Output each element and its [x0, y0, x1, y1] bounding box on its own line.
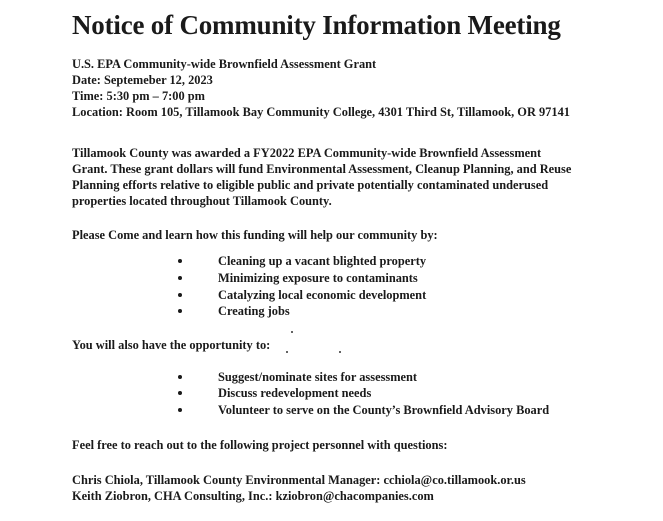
intro-line-3: Planning efforts relative to eligible public and private potentially contaminated underused — [72, 178, 549, 192]
list-item-text: Catalyzing local economic development — [218, 288, 427, 302]
contact-intro: Feel free to reach out to the following project personnel with questions: — [72, 438, 448, 452]
page-title: Notice of Community Information Meeting — [72, 10, 561, 40]
meeting-date: Date: Septemeber 12, 2023 — [72, 73, 213, 87]
intro-line-2: Grant. These grant dollars will fund Environmental Assessment, Cleanup Planning, and Reuse — [72, 162, 572, 176]
opportunity-intro: You will also have the opportunity to: — [72, 338, 271, 352]
bullet-icon — [178, 408, 182, 412]
list-item-text: Minimizing exposure to contaminants — [218, 271, 418, 285]
bullet-icon — [178, 391, 182, 395]
list-item-text: Discuss redevelopment needs — [218, 386, 372, 400]
list-item-text: Cleaning up a vacant blighted property — [218, 254, 427, 268]
meeting-time: Time: 5:30 pm – 7:00 pm — [72, 89, 205, 103]
scan-speck — [286, 351, 288, 353]
come-learn-text: Please Come and learn how this funding will help our community by: — [72, 228, 438, 242]
bullet-icon — [178, 259, 182, 263]
intro-line-4: properties located throughout Tillamook County. — [72, 194, 332, 208]
contact-ziobron: Keith Ziobron, CHA Consulting, Inc.: kziobron@chacompanies.com — [72, 489, 434, 503]
bullet-icon — [178, 293, 182, 297]
bullet-icon — [178, 375, 182, 379]
scan-speck — [291, 331, 293, 333]
meeting-location: Location: Room 105, Tillamook Bay Community College, 4301 Third St, Tillamook, OR 97141 — [72, 105, 570, 119]
bullet-icon — [178, 309, 182, 313]
grant-name: U.S. EPA Community-wide Brownfield Assessment Grant — [72, 57, 377, 71]
bullet-icon — [178, 276, 182, 280]
list-item-text: Creating jobs — [218, 304, 290, 318]
intro-line-1: Tillamook County was awarded a FY2022 EPA Community-wide Brownfield Assessment — [72, 146, 542, 160]
list-item-text: Suggest/nominate sites for assessment — [218, 370, 418, 384]
scan-speck — [339, 351, 341, 353]
list-item-text: Volunteer to serve on the County’s Brownfield Advisory Board — [218, 403, 550, 417]
contact-chiola: Chris Chiola, Tillamook County Environmental Manager: cchiola@co.tillamook.or.us — [72, 473, 526, 487]
